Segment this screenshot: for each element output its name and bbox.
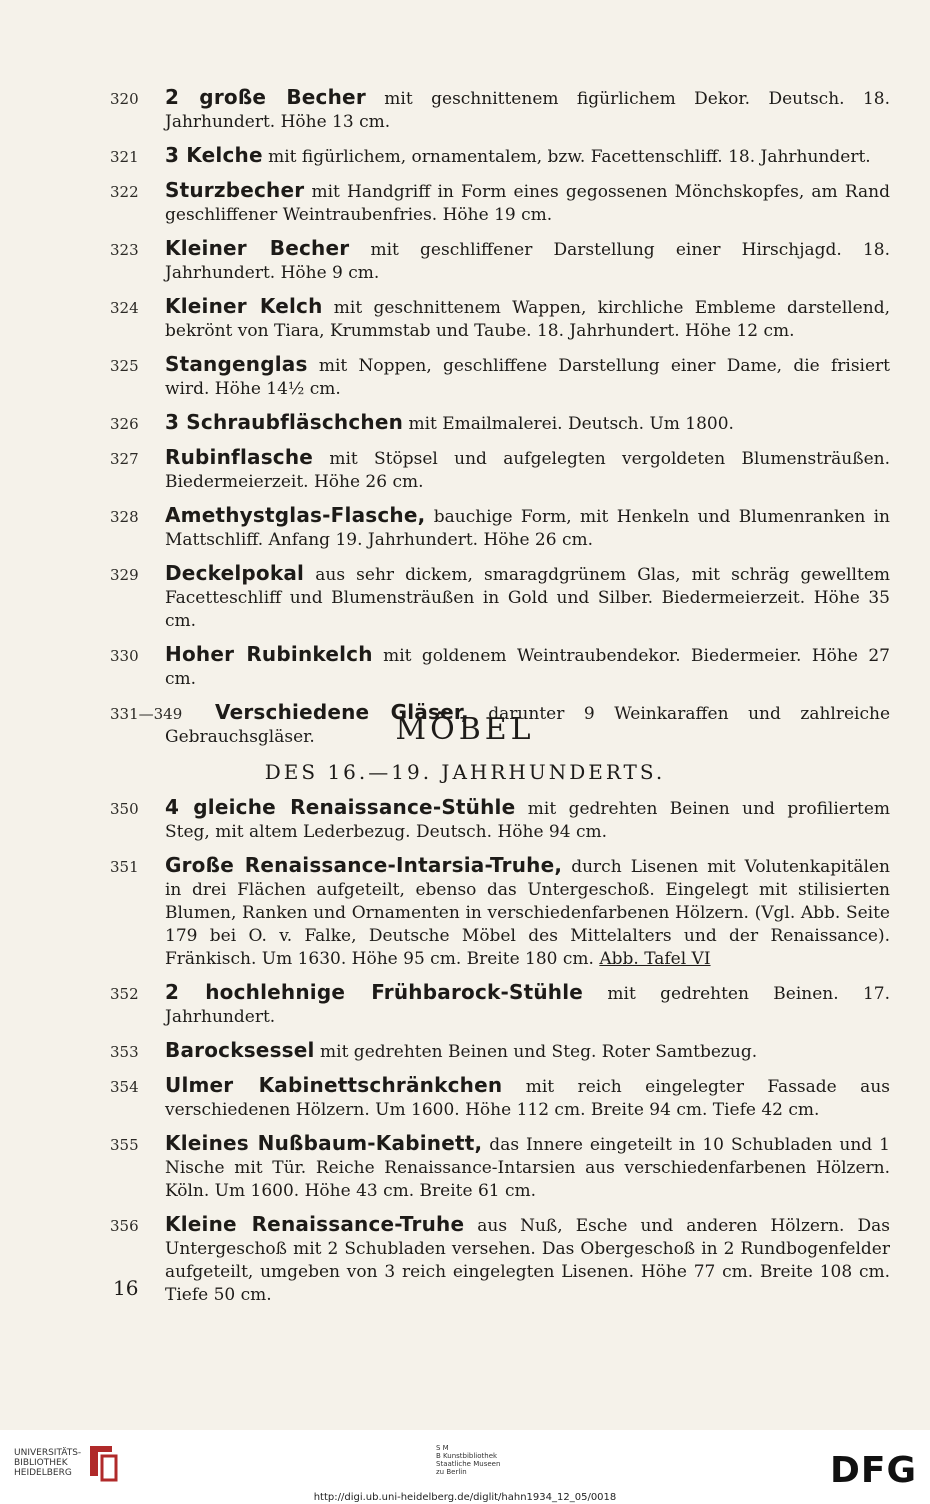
entry-title: Hoher Rubinkelch xyxy=(165,642,373,666)
entry-description: mit Handgriff in Form eines gegossenen Mönchskopfes, am Rand geschliffener Weintraubenfries. Höhe 19 cm. xyxy=(165,182,890,225)
entry-number: 329 xyxy=(110,566,139,584)
entry-title: Barocksessel xyxy=(165,1038,315,1062)
list-item xyxy=(110,1039,890,1064)
entry-title: 3 Kelche xyxy=(165,143,263,167)
entry-description: mit figürlichem, ornamentalem, bzw. Facettenschliff. 18. Jahrhundert. xyxy=(262,147,871,167)
entry-number: 355 xyxy=(110,1136,139,1154)
entry-number: 350 xyxy=(110,800,139,818)
list-item xyxy=(110,179,890,227)
entry-number: 352 xyxy=(110,985,139,1003)
list-item xyxy=(110,411,890,436)
section-title: MÖBEL xyxy=(395,712,535,747)
entry-title: Kleines Nußbaum-Kabinett, xyxy=(165,1131,483,1155)
entry-number: 326 xyxy=(110,415,139,433)
library-name-line: UNIVERSITÄTS- xyxy=(14,1448,82,1458)
list-item xyxy=(110,446,890,494)
list-item xyxy=(110,86,890,134)
list-item xyxy=(110,796,890,844)
entry-title: 3 Schraubfläschchen xyxy=(165,410,404,434)
entry-description: mit Emailmalerei. Deutsch. Um 1800. xyxy=(403,414,734,434)
furniture-entries xyxy=(110,796,890,1317)
list-item xyxy=(110,562,890,633)
entry-number: 321 xyxy=(110,148,139,166)
entry-number: 324 xyxy=(110,299,139,317)
entry-description: das Innere eingeteilt in 10 Schubladen und 1 Nische mit Tür. Reiche Renaissance-Intarsien aus verschiedenfarbenen Hölzern. Köln. Um 1600. Höhe 43 cm. Breite 61 cm. xyxy=(165,1135,891,1201)
entry-number: 323 xyxy=(110,241,139,259)
entry-title: 2 hochlehnige Frühbarock-Stühle xyxy=(165,980,584,1004)
entry-number: 322 xyxy=(110,183,139,201)
footer-bar xyxy=(0,1430,930,1504)
library-logo[interactable] xyxy=(14,1448,81,1478)
list-item xyxy=(110,237,890,285)
list-item xyxy=(110,1074,890,1122)
list-item xyxy=(110,1213,890,1307)
entry-description: mit geschnittenem figürlichem Dekor. Deutsch. 18. Jahrhundert. Höhe 13 cm. xyxy=(165,89,890,132)
entry-number: 327 xyxy=(110,450,139,468)
entry-title: Deckelpokal xyxy=(165,561,305,585)
permalink[interactable]: http://digi.ub.uni-heidelberg.de/diglit/hahn1934_12_05/0018 xyxy=(313,1492,617,1503)
entry-title: 4 gleiche Renaissance-Stühle xyxy=(165,795,516,819)
entry-description: darunter 9 Weinkaraffen und zahlreiche Gebrauchsgläser. xyxy=(165,704,891,747)
entry-description: mit gedrehten Beinen und profiliertem Steg, mit altem Lederbezug. Deutsch. Höhe 94 cm. xyxy=(165,799,891,842)
list-item xyxy=(110,353,890,401)
entry-description: mit geschnittenem Wappen, kirchliche Embleme darstellend, bekrönt von Tiara, Krummstab und Taube. 18. Jahrhundert. Höhe 12 cm. xyxy=(165,298,890,341)
entry-title: Kleiner Becher xyxy=(165,236,350,260)
entry-description: bauchige Form, mit Henkeln und Blumenranken in Mattschliff. Anfang 19. Jahrhundert. Höhe 26 cm. xyxy=(165,507,890,550)
entry-description: mit gedrehten Beinen. 17. Jahrhundert. xyxy=(165,984,890,1027)
entry-number: 330 xyxy=(110,647,139,665)
entry-description: mit geschliffener Darstellung einer Hirschjagd. 18. Jahrhundert. Höhe 9 cm. xyxy=(165,240,890,283)
entry-description: aus sehr dickem, smaragdgrünem Glas, mit schräg gewelltem Facetteschliff und Blumensträußen in Gold und Silber. Biedermeierzeit. Höhe 35 cm. xyxy=(165,565,890,631)
entry-title: Ulmer Kabinettschränkchen xyxy=(165,1073,503,1097)
entry-description: mit gedrehten Beinen und Steg. Roter Samtbezug. xyxy=(314,1042,758,1062)
list-item xyxy=(110,295,890,343)
entry-number: 320 xyxy=(110,90,139,108)
entry-number: 328 xyxy=(110,508,139,526)
dfg-logo[interactable]: DFG xyxy=(830,1450,918,1491)
museum-line: zu Berlin xyxy=(436,1468,467,1476)
entry-title: Stangenglas xyxy=(165,352,308,376)
entry-number: 351 xyxy=(110,858,139,876)
entry-title: Sturzbecher xyxy=(165,178,305,202)
entry-title: Große Renaissance-Intarsia-Truhe, xyxy=(165,853,563,877)
library-emblem-icon xyxy=(86,1442,120,1482)
museum-logo[interactable] xyxy=(436,1444,500,1476)
library-name-line: HEIDELBERG xyxy=(14,1468,72,1478)
museum-line: Staatliche Museen xyxy=(436,1460,501,1468)
list-item xyxy=(110,981,890,1029)
entry-description: aus Nuß, Esche und anderen Hölzern. Das Untergeschoß mit 2 Schubladen versehen. Das Obergeschoß in 2 Rundbogenfelder aufgeteilt, umgeben von 3 reich eingelegten Lisenen. Höhe 77 cm. Breite 108 cm. Tiefe 50 cm. xyxy=(165,1216,890,1305)
entry-title: Verschiedene Gläser, xyxy=(215,700,469,724)
entry-number: 331—349 xyxy=(110,705,183,723)
entry-title: Rubinflasche xyxy=(165,445,314,469)
list-item xyxy=(110,144,890,169)
entry-description: mit goldenem Weintraubendekor. Biedermeier. Höhe 27 cm. xyxy=(165,646,890,689)
list-item xyxy=(110,643,890,691)
page-number: 16 xyxy=(113,1276,139,1300)
list-item xyxy=(110,854,890,971)
entry-number: 356 xyxy=(110,1217,139,1235)
entry-description: durch Lisenen mit Volutenkapitälen in drei Flächen aufgeteilt, ebenso das Untergeschoß. Eingelegt mit stilisierten Blumen, Ranken und Ornamenten in verschiedenfarbenen Hölzern. (Vgl. Abb. Seite 179 bei O. v. Falke, Deutsche Möbel des Mittelalters und der Renaissance). Fränkisch. Um 1630. Höhe 95 cm. Breite 180 cm. xyxy=(165,857,891,969)
plate-reference: Abb. Tafel VI xyxy=(599,949,711,969)
entry-description: mit Stöpsel und aufgelegten vergoldeten Blumensträußen. Biedermeierzeit. Höhe 26 cm. xyxy=(165,449,890,492)
list-item xyxy=(110,504,890,552)
entry-title: Kleine Renaissance-Truhe xyxy=(165,1212,465,1236)
museum-line: B Kunstbibliothek xyxy=(436,1452,498,1460)
glass-entries xyxy=(110,86,890,759)
entry-title: Amethystglas-Flasche, xyxy=(165,503,426,527)
entry-description: mit Noppen, geschliffene Darstellung einer Dame, die frisiert wird. Höhe 14½ cm. xyxy=(165,356,890,399)
entry-number: 354 xyxy=(110,1078,139,1096)
library-name-line: BIBLIOTHEK xyxy=(14,1458,68,1468)
entry-number: 325 xyxy=(110,357,139,375)
entry-title: 2 große Becher xyxy=(165,85,366,109)
list-item xyxy=(110,1132,890,1203)
museum-line: S M xyxy=(436,1444,449,1452)
entry-description: mit reich eingelegter Fassade aus verschiedenen Hölzern. Um 1600. Höhe 112 cm. Breite 94 cm. Tiefe 42 cm. xyxy=(165,1077,890,1120)
entry-number: 353 xyxy=(110,1043,139,1061)
section-subtitle: DES 16.—19. JAHRHUNDERTS. xyxy=(264,760,666,784)
entry-title: Kleiner Kelch xyxy=(165,294,323,318)
